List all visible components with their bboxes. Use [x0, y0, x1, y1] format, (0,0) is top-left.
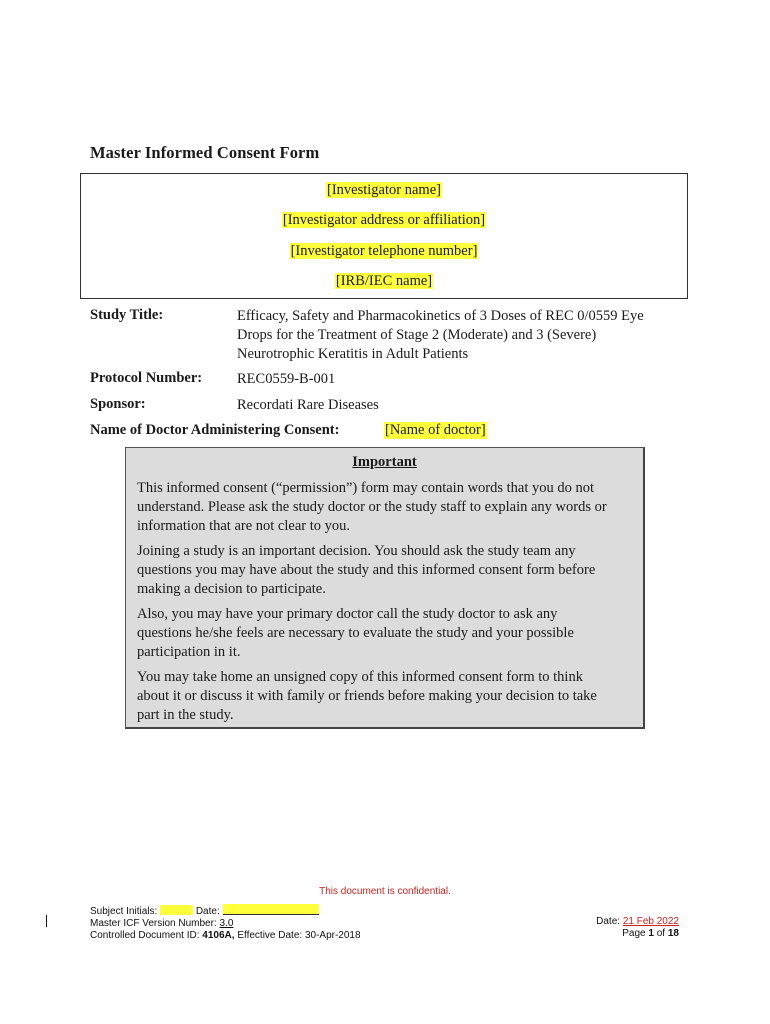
doctor-label: Name of Doctor Administering Consent:: [90, 422, 340, 438]
footer-date-label: Date:: [195, 906, 220, 917]
sponsor-value: Recordati Rare Diseases: [237, 397, 379, 413]
protocol-value: REC0559-B-001: [237, 371, 336, 387]
icf-version-value: 3.0: [219, 918, 234, 929]
subject-initials-field[interactable]: [160, 905, 193, 915]
paragraph-line: questions you may have about the study and this informed consent form before: [137, 562, 596, 578]
investigator-address[interactable]: [Investigator address or affiliation]: [282, 212, 486, 228]
revision-date-label: Date:: [596, 916, 621, 927]
subject-initials-line: [90, 904, 361, 918]
revision-date-value: 21 Feb 2022: [622, 916, 679, 927]
doctor-row: [90, 422, 486, 439]
footer-left: [90, 904, 361, 942]
page-number-line: [560, 928, 679, 940]
important-paragraph: [137, 479, 637, 536]
doctor-name-field[interactable]: [Name of doctor]: [385, 422, 486, 438]
paragraph-line: questions he/she feels are necessary to evaluate the study and your possible: [137, 625, 574, 641]
page-label: Page: [622, 928, 646, 939]
investigator-name-line: [81, 182, 687, 199]
paragraph-line: participation in it.: [137, 644, 241, 660]
investigator-phone[interactable]: [Investigator telephone number]: [290, 243, 478, 259]
document-id-label: Controlled Document ID:: [90, 930, 200, 941]
important-paragraph: [137, 668, 637, 725]
sponsor-label: Sponsor:: [90, 396, 146, 412]
paragraph-line: This informed consent (“permission”) form may contain words that you do not: [137, 480, 595, 496]
confidential-notice: This document is confidential.: [319, 886, 451, 897]
icf-version-line: [90, 918, 361, 930]
footer-date-field[interactable]: [223, 904, 319, 915]
paragraph-line: Also, you may have your primary doctor call the study doctor to ask any: [137, 606, 558, 622]
paragraph-line: understand. Please ask the study doctor or the study staff to explain any words or: [137, 499, 607, 515]
investigator-phone-line: [81, 243, 687, 260]
document-id-value: 4106A,: [202, 930, 235, 941]
paragraph-line: Joining a study is an important decision. You should ask the study team any: [137, 543, 576, 559]
study-title-label: Study Title:: [90, 307, 164, 323]
revision-change-bar: [46, 915, 47, 927]
paragraph-line: about it or discuss it with family or friends before making your decision to take: [137, 688, 597, 704]
revision-date-line: [560, 916, 679, 928]
study-title-value: [237, 307, 677, 364]
irb-name[interactable]: [IRB/IEC name]: [335, 273, 433, 289]
study-title-line: Drops for the Treatment of Stage 2 (Moderate) and 3 (Severe): [237, 327, 597, 343]
protocol-label: Protocol Number:: [90, 370, 203, 386]
paragraph-line: part in the study.: [137, 707, 234, 723]
page-current: 1: [648, 928, 654, 939]
page-title: Master Informed Consent Form: [90, 143, 320, 162]
study-title-line: Neurotrophic Keratitis in Adult Patients: [237, 346, 469, 362]
investigator-box: [80, 173, 688, 299]
page-of-label: of: [656, 928, 666, 939]
investigator-name[interactable]: [Investigator name]: [327, 182, 441, 198]
paragraph-line: You may take home an unsigned copy of this informed consent form to think: [137, 669, 583, 685]
paragraph-line: making a decision to participate.: [137, 581, 326, 597]
important-heading: Important: [352, 454, 417, 470]
effective-date-value: 30-Apr-2018: [304, 930, 361, 941]
paragraph-line: information that are not clear to you.: [137, 518, 350, 534]
footer-right: [560, 916, 679, 940]
document-id-line: [90, 930, 361, 942]
irb-name-line: [81, 273, 687, 290]
important-notice-box: [125, 447, 645, 729]
subject-initials-label: Subject Initials:: [90, 906, 158, 917]
icf-version-label: Master ICF Version Number:: [90, 918, 217, 929]
page-total: 18: [667, 928, 679, 939]
important-paragraph: [137, 605, 637, 662]
effective-date-label: Effective Date:: [237, 930, 303, 941]
investigator-address-line: [81, 212, 687, 229]
important-paragraph: [137, 542, 637, 599]
study-title-line: Efficacy, Safety and Pharmacokinetics of 3 Doses of REC 0/0559 Eye: [237, 308, 644, 324]
